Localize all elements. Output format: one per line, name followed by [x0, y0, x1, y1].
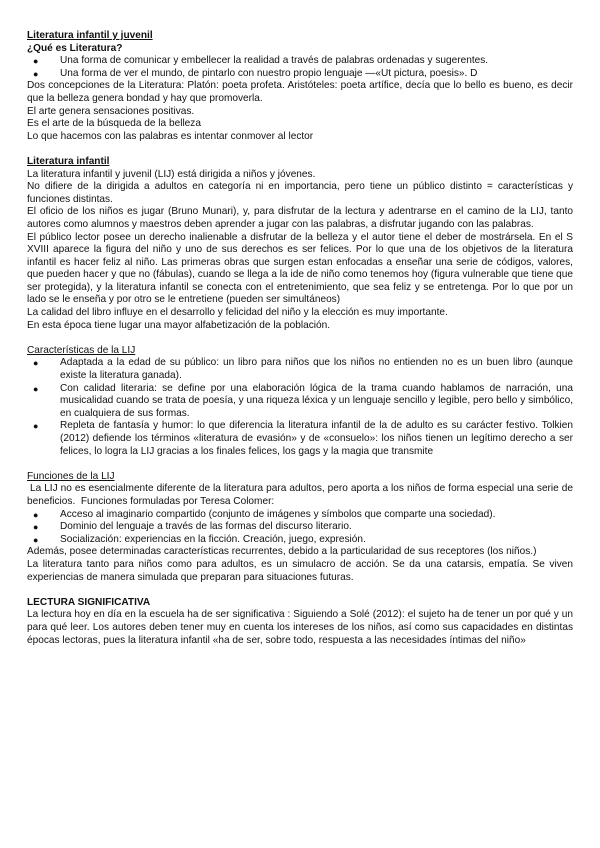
bullet-list-caracteristicas — [27, 357, 573, 458]
bullet-icon: ● — [33, 383, 39, 394]
paragraph: Es el arte de la búsqueda de la belleza — [27, 118, 201, 130]
paragraph: Además, posee determinadas características recurrentes, debido a la particularidad de sus receptores (los niños.) — [27, 546, 537, 558]
section-title-caracteristicas: Características de la LIJ — [27, 344, 136, 356]
section-title-lij: Literatura infantil y juvenil — [27, 30, 153, 41]
bullet-list-funciones — [27, 509, 573, 547]
bullet-list-literatura — [27, 55, 573, 80]
paragraph: El arte genera sensaciones positivas. — [27, 105, 195, 117]
list-item: ● Con calidad literaria: se define por una elaboración lógica de la trama cuando hablamos de narración, una musicalidad cuando se trata de poesía, y una riqueza léxica y un lenguaje sencillo y legible, pero bello y simbólico, en cualquiera de sus formas. — [33, 382, 573, 419]
bullet-icon: ● — [33, 522, 39, 533]
bullet-icon: ● — [33, 358, 39, 369]
section-title-funciones: Funciones de la LIJ — [27, 470, 115, 482]
document-page — [27, 30, 576, 647]
section-title-lectura-significativa: LECTURA SIGNIFICATIVA — [27, 596, 151, 608]
paragraph: La calidad del libro influye en el desarrollo y felicidad del niño y la elección es muy importante. — [27, 307, 448, 319]
paragraph: La literatura infantil y juvenil (LIJ) está dirigida a niños y jóvenes. — [27, 168, 316, 180]
paragraph: Dos concepciones de la Literatura: Platón: poeta profeta. Aristóteles: poeta artífice, decía que lo bello es bueno, es decir que la belleza genera bondad y hay que promoverla. — [27, 80, 573, 104]
list-item: ● Una forma de ver el mundo, de pintarlo con nuestro propio lenguaje —«Ut pictura, poesis». D — [33, 67, 478, 79]
bullet-icon: ● — [33, 68, 39, 79]
bullet-icon: ● — [33, 421, 39, 432]
bullet-icon: ● — [33, 509, 39, 520]
list-item: ● Acceso al imaginario compartido (conjunto de imágenes y símbolos que comparte una sociedad). — [33, 508, 496, 520]
paragraph: No difiere de la dirigida a adultos en categoría ni en importancia, pero tiene un público distinto = características y funciones distintas. — [27, 181, 573, 205]
paragraph: Lo que hacemos con las palabras es intentar conmover al lector — [27, 130, 314, 142]
subtitle-que-es-literatura: ¿Qué es Literatura? — [27, 42, 123, 54]
paragraph: La literatura tanto para niños como para adultos, es un simulacro de acción. Se da una catarsis, empatía. Se viven experiencias de manera simulada que preparan para situaciones futuras. — [27, 558, 573, 583]
list-item: ● Adaptada a la edad de su público: un libro para niños que los niños no entienden no es un buen libro (aunque existe la literatura ganada). — [33, 357, 573, 382]
paragraph: La LIJ no es esencialmente diferente de la literatura para adultos, pero aporta a los niños de forma especial una serie de beneficios. Funciones formuladas por Teresa Colomer: — [27, 483, 576, 507]
bullet-icon: ● — [33, 534, 39, 545]
list-item: ● Una forma de comunicar y embellecer la realidad a través de palabras ordenadas y sugerentes. — [33, 55, 489, 67]
list-item: ● Dominio del lenguaje a través de las formas del discurso literario. — [33, 521, 352, 533]
paragraph: La lectura hoy en día en la escuela ha de ser significativa : Siguiendo a Solé (2012): el sujeto ha de tener un por qué y un para qué leer. Los autores deben tener muy en cuenta los intereses de los niños, así como sus capacidades en distintas épocas lectoras, pues la literatura infantil «ha de ser, sobre todo, respuesta a las necesidades íntimas del niño» — [27, 609, 573, 646]
paragraph: En esta época tiene lugar una mayor alfabetización de la población. — [27, 319, 331, 331]
paragraph: El oficio de los niños es jugar (Bruno Munari), y, para disfrutar de la lectura y adentrarse en el camino de la LIJ, tanto autores como alumnos y maestros deben aprender a jugar con las palabras, a disfrutar jugando con las palabras. — [27, 206, 573, 230]
bullet-icon: ● — [33, 56, 39, 67]
paragraph: El público lector posee un derecho inalienable a disfrutar de la belleza y el autor tiene el deber de mostrársela. En el S XVIII aparece la figura del niño y uno de sus derechos es ser felices. Por lo que una de los objetivos de la literatura infantil es hacer feliz al niño. Las primeras obras que surgen estan enfocadas a enseñar una serie de códigos, valores, que pueden hacer y que no (fábulas), cuando se llega a la ide de niño como tenemos hoy (figura vulnerable que tiene que ser protegida), y la literatura infantil se conecta con el entretenimiento, que sea feliz y se entretenga. Por lo que por un lado se le enseña y por otro se le entretiene (pueden ser simultáneos) — [27, 231, 573, 306]
section-title-literatura-infantil: Literatura infantil — [27, 155, 110, 167]
list-item: ● Repleta de fantasía y humor: lo que diferencia la literatura infantil de la de adulto es su carácter festivo. Tolkien (2012) defiende los términos «literatura de evasión» y de «consuelo»: los niños tienen un legítimo derecho a ser felices, lo logra la LIJ gracias a los finales felices, los gags y la magia que transmite — [33, 420, 573, 457]
list-item: ● Socialización: experiencias en la ficción. Creación, juego, expresión. — [33, 533, 366, 545]
